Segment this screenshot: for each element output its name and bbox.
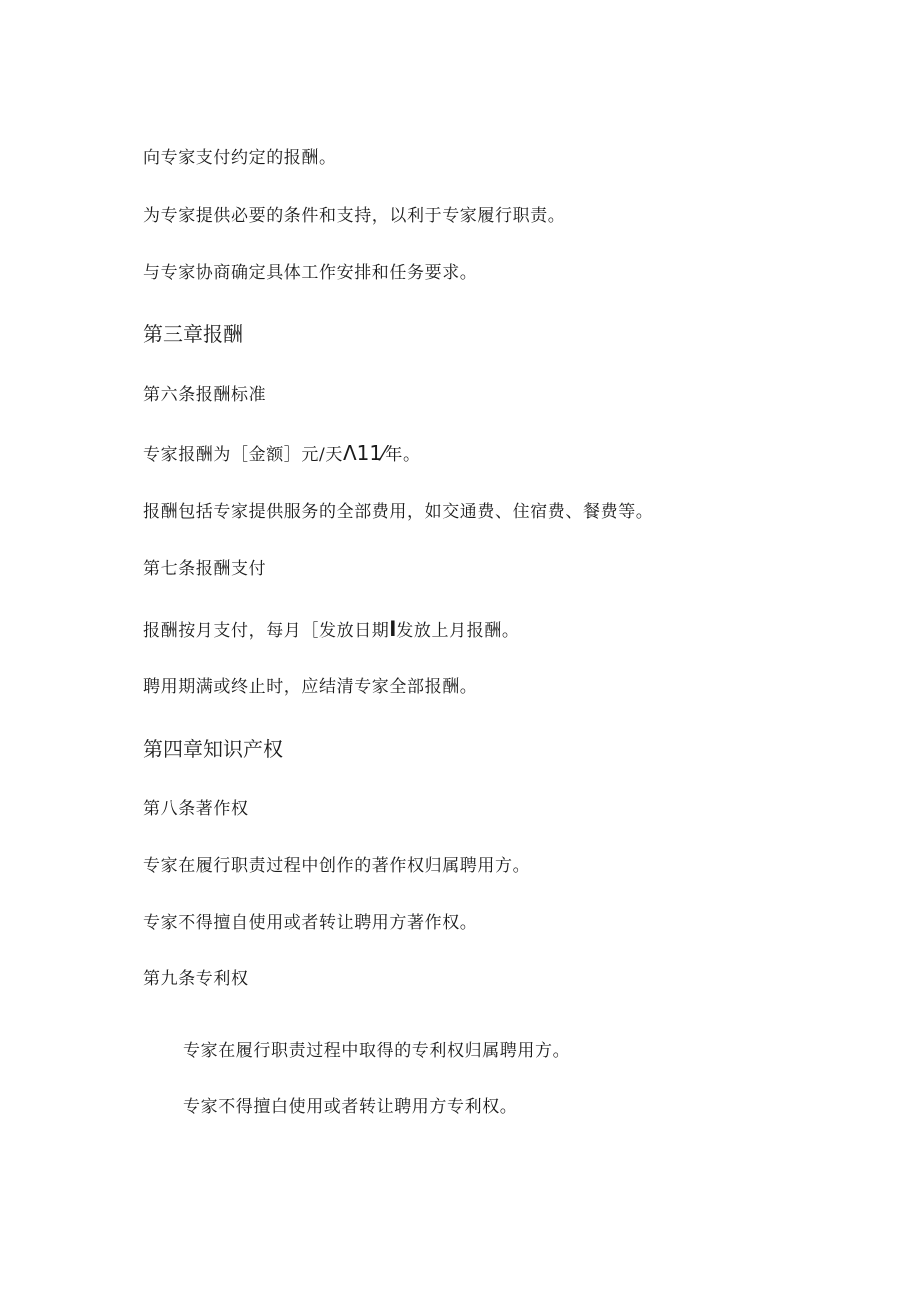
article-8-title: 第八条著作权: [143, 799, 249, 819]
paragraph-provide-support: 为专家提供必要的条件和支持，以利于专家履行职责。: [143, 206, 566, 226]
paragraph-pay-remuneration: 向专家支付约定的报酬。: [143, 148, 337, 168]
amount-suffix: 年。: [385, 445, 421, 465]
chapter-3-heading: 第三章报酬: [143, 322, 243, 346]
garbled-bracket: l: [389, 617, 397, 641]
article-7-title: 第七条报酬支付: [143, 559, 267, 579]
article-6-title: 第六条报酬标准: [143, 385, 267, 405]
paragraph-copyright-restriction: 专家不得擅自使用或者转让聘用方著作权。: [143, 913, 478, 933]
paragraph-monthly-payment: [143, 617, 519, 643]
paragraph-work-arrangement: 与专家协商确定具体工作安排和任务要求。: [143, 263, 478, 283]
amount-text: 专家报酬为［金额］元/天: [143, 445, 343, 465]
paragraph-remuneration-scope: 报酬包括专家提供服务的全部费用，如交通费、住宿费、餐费等。: [143, 502, 654, 522]
payment-suffix: 发放上月报酬。: [396, 621, 520, 641]
paragraph-settlement: 聘用期满或终止时，应结清专家全部报酬。: [143, 677, 478, 697]
payment-text: 报酬按月支付，每月［发放日期: [143, 621, 390, 641]
paragraph-patent-restriction: 专家不得擅白使用或者转让聘用方专利权。: [183, 1097, 518, 1117]
paragraph-patent-ownership: 专家在履行职责过程中取得的专利权归属聘用方。: [183, 1041, 571, 1061]
paragraph-remuneration-amount: [143, 441, 421, 467]
chapter-4-heading: 第四章知识产权: [143, 737, 283, 761]
paragraph-copyright-ownership: 专家在履行职责过程中创作的著作权归属聘用方。: [143, 856, 531, 876]
garbled-symbols: Λ11⁄: [342, 441, 386, 465]
article-9-title: 第九条专利权: [143, 969, 249, 989]
